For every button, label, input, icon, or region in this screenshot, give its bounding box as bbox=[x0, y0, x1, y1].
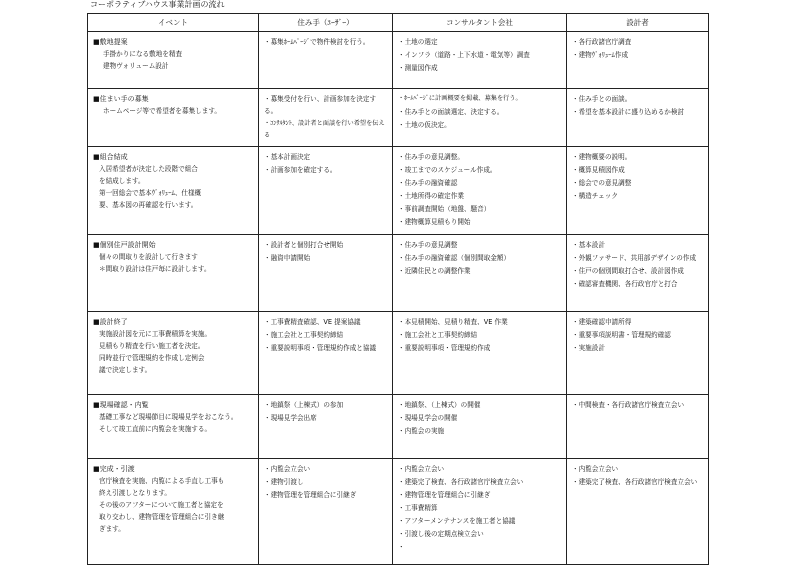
resident-cell bbox=[259, 147, 393, 235]
consultant-task: ・現場見学会の開催 bbox=[398, 413, 458, 422]
designer-cell bbox=[567, 32, 709, 89]
resident-cell bbox=[259, 458, 393, 564]
designer-task: ・建物概要の説明。 bbox=[572, 153, 632, 162]
designer-cell bbox=[567, 312, 709, 394]
consultant-task: ・住み手との面談選定、決定する。 bbox=[398, 107, 504, 116]
header-resident: 住み手（ﾕｰｻﾞｰ） bbox=[259, 14, 393, 32]
stage-description-line: 入居希望者が決定した段階で組合 bbox=[99, 165, 198, 174]
stage-title: ■完成・引渡 bbox=[93, 464, 135, 473]
designer-task: ・住戸の個別間取打合せ、設計図作成 bbox=[572, 267, 684, 276]
stage-description-line: ぎます。 bbox=[99, 524, 125, 533]
resident-task: ・ｺﾝｻﾙﾀﾝﾄ、設計者と面談を行い希望を伝える bbox=[264, 119, 385, 139]
consultant-cell bbox=[393, 32, 567, 89]
designer-task: ・中間検査・各行政諸官庁検査立会い bbox=[572, 400, 685, 409]
consultant-task: ・重要説明事項・管理規約作成 bbox=[398, 344, 491, 353]
stage-title: ■組合結成 bbox=[93, 153, 128, 162]
designer-cell bbox=[567, 235, 709, 312]
event-cell bbox=[88, 32, 259, 89]
stage-description-line: ホームページ等で希望者を募集します。 bbox=[103, 106, 222, 115]
consultant-task: ・測量図作成 bbox=[398, 64, 438, 72]
designer-task: ・住み手との面談。 bbox=[572, 94, 632, 103]
designer-cell bbox=[567, 394, 709, 458]
designer-task: ・建物ｳﾞｫﾘｭｰﾑ作成 bbox=[572, 51, 629, 59]
resident-task: ・建物管理を管理組合に引継ぎ bbox=[264, 490, 357, 499]
consultant-cell bbox=[393, 312, 567, 394]
stage-description-line: 官庁検査を実施、内覧による手直し工事も bbox=[99, 476, 225, 485]
consultant-cell bbox=[393, 394, 567, 458]
stage-row bbox=[88, 394, 709, 458]
consultant-task: ・住み手の意見調整。 bbox=[398, 153, 464, 162]
consultant-task: ・内覧会立会い bbox=[398, 464, 445, 473]
consultant-task: ・土地の選定 bbox=[398, 38, 438, 46]
consultant-task: ・近隣住民との調整作業 bbox=[398, 267, 471, 276]
designer-task: ・基本設計 bbox=[572, 241, 605, 250]
resident-cell bbox=[259, 312, 393, 394]
resident-cell bbox=[259, 394, 393, 458]
designer-task: ・実施設計 bbox=[572, 344, 605, 353]
resident-task: ・重要説明事項・管理規約作成と協議 bbox=[264, 344, 377, 353]
designer-task: ・内覧会立会い bbox=[572, 464, 619, 473]
header-row bbox=[88, 14, 709, 32]
resident-task: ・現場見学会出席 bbox=[264, 413, 317, 422]
event-cell bbox=[88, 147, 259, 235]
stage-description-line: 建物ヴォリューム設計 bbox=[103, 62, 169, 70]
designer-task: ・建築確認申請所得 bbox=[572, 318, 632, 327]
designer-task: ・概算見積図作成 bbox=[572, 166, 625, 175]
designer-task: ・希望を基本設計に盛り込めるか検討 bbox=[572, 107, 685, 116]
consultant-task: ・インフラ（道路・上下水道・電気等）調査 bbox=[398, 51, 530, 59]
consultant-cell bbox=[393, 147, 567, 235]
plan-table bbox=[87, 13, 709, 565]
designer-cell bbox=[567, 147, 709, 235]
stage-description-line: ＊間取り設計は住戸毎に設計します。 bbox=[99, 265, 211, 274]
designer-task: ・構造チェック bbox=[572, 192, 618, 201]
consultant-task: ・建物概算見積もり開始 bbox=[398, 218, 471, 227]
stage-description-line: 終え引渡しとなります。 bbox=[99, 488, 172, 497]
consultant-task: ・土地所得の確定作業 bbox=[398, 192, 464, 201]
resident-task: ・施工会社と工事契約締結 bbox=[264, 331, 344, 340]
resident-task: ・融資申請開始 bbox=[264, 254, 311, 263]
stage-description-line: 見積もり精査を行い施工者を決定。 bbox=[99, 342, 205, 351]
stage-description-line: その後のアフターについて施工者と協定を bbox=[99, 500, 224, 509]
resident-cell bbox=[259, 88, 393, 147]
consultant-cell bbox=[393, 235, 567, 312]
designer-task: ・建築完了検査、各行政諸官庁検査立会い bbox=[572, 477, 698, 486]
stage-title: ■現場確認・内覧 bbox=[93, 400, 149, 409]
stage-row bbox=[88, 235, 709, 312]
consultant-task: ・住み手の意見調整 bbox=[398, 241, 458, 250]
stage-row bbox=[88, 32, 709, 89]
event-cell bbox=[88, 458, 259, 564]
stage-description-line: 基礎工事など現場節目に現場見学をおこなう。 bbox=[99, 412, 238, 421]
page-title: コーポラティブハウス事業計画の流れ bbox=[90, 0, 225, 9]
consultant-task: ・建物管理を管理組合に引継ぎ bbox=[398, 490, 491, 499]
stage-description-line: 要、基本図の再確認を行います。 bbox=[99, 201, 198, 210]
consultant-task: ・竣工までのスケジュール作成。 bbox=[398, 166, 497, 175]
consultant-task: ・施工会社と工事契約締結 bbox=[398, 331, 478, 340]
stage-description-line: 同時並行で管理規約を作成し定例会 bbox=[99, 354, 205, 363]
stage-description-line: 第一回総会で基本ｳﾞｫﾘｭｰﾑ、仕様概 bbox=[99, 189, 202, 198]
designer-cell bbox=[567, 88, 709, 147]
stage-title: ■設計終了 bbox=[93, 318, 128, 327]
consultant-task: ・本見積開始、見積り精査、VE 作業 bbox=[398, 318, 508, 327]
resident-task: ・内覧会立会い bbox=[264, 464, 311, 473]
consultant-task: ・アフターメンテナンスを施工者と協議 bbox=[398, 516, 516, 525]
stage-description-line: 個々の間取りを設計して行きます bbox=[99, 253, 198, 262]
consultant-cell bbox=[393, 458, 567, 564]
stage-title: ■個別住戸設計開始 bbox=[93, 241, 156, 250]
stage-description-line: 議で決定します。 bbox=[99, 366, 152, 375]
stage-description-line: 取り交わし、建物管理を管理組合に引き継 bbox=[99, 512, 225, 521]
event-cell bbox=[88, 394, 259, 458]
stage-description-line: 実施設計図を元に工事費積算を実施。 bbox=[99, 330, 212, 339]
stage-row bbox=[88, 458, 709, 564]
stage-row bbox=[88, 312, 709, 394]
consultant-task: ・住み手の融資確認（個別間取金額） bbox=[398, 254, 511, 263]
consultant-task: ・内覧会の実施 bbox=[398, 426, 445, 435]
designer-task: ・外観ファサード、共用部デザインの作成 bbox=[572, 254, 697, 263]
designer-task: ・重要事項説明書・管理規約確認 bbox=[572, 331, 671, 340]
consultant-task: ・住み手の融資確認 bbox=[398, 179, 458, 188]
stage-row bbox=[88, 88, 709, 147]
resident-task: ・計画参加を確定する。 bbox=[264, 166, 337, 175]
header-designer: 設計者 bbox=[567, 14, 709, 32]
designer-task: ・総会での意見調整 bbox=[572, 179, 632, 188]
resident-task: ・募集ﾎｰﾑﾍﾟｰｼﾞで物件検討を行う。 bbox=[264, 38, 370, 46]
stage-description-line: そして竣工直前に内覧会を実施する。 bbox=[99, 424, 212, 433]
stage-description-line: を結成します。 bbox=[99, 177, 145, 186]
resident-cell bbox=[259, 32, 393, 89]
designer-task: ・各行政諸官庁調査 bbox=[572, 38, 632, 46]
event-cell bbox=[88, 235, 259, 312]
consultant-cell bbox=[393, 88, 567, 147]
resident-task: ・建物引渡し bbox=[264, 477, 304, 486]
resident-cell bbox=[259, 235, 393, 312]
designer-cell bbox=[567, 458, 709, 564]
plan-body bbox=[88, 32, 709, 565]
resident-task: ・地鎮祭（上棟式）の参加 bbox=[264, 400, 344, 409]
stage-row bbox=[88, 147, 709, 235]
header-consultant: コンサルタント会社 bbox=[393, 14, 567, 32]
consultant-task: ・建築完了検査、各行政諸官庁検査立会い bbox=[398, 477, 524, 486]
event-cell bbox=[88, 88, 259, 147]
consultant-task: ・事前調査開始（地盤、騒音） bbox=[398, 205, 491, 214]
consultant-task: ・地鎮祭、（上棟式）の開催 bbox=[398, 400, 481, 409]
header-event: イベント bbox=[88, 14, 259, 32]
designer-task: ・確認審査機関、各行政官庁と打合 bbox=[572, 280, 678, 289]
consultant-task: ・土地の仮決定。 bbox=[398, 120, 451, 129]
consultant-task: ・ bbox=[398, 542, 405, 551]
stage-title: ■住まい手の募集 bbox=[93, 94, 149, 103]
resident-task: ・募集受付を行い、計画参加を決定する。 bbox=[264, 94, 377, 115]
consultant-task: ・引渡し後の定期点検立会い bbox=[398, 529, 484, 538]
resident-task: ・設計者と個別打合せ開始 bbox=[264, 241, 344, 250]
consultant-task: ・ﾎｰﾑﾍﾟｰｼﾞに計画概要を掲載、募集を行う。 bbox=[398, 94, 522, 102]
stage-title: ■敷地提案 bbox=[93, 38, 128, 46]
resident-task: ・基本計画決定 bbox=[264, 153, 311, 162]
resident-task: ・工事費精査確認、VE 提案協議 bbox=[264, 318, 361, 327]
event-cell bbox=[88, 312, 259, 394]
stage-description-line: 手掛かりになる敷地を精査 bbox=[103, 50, 183, 58]
consultant-task: ・工事費精算 bbox=[398, 503, 438, 512]
